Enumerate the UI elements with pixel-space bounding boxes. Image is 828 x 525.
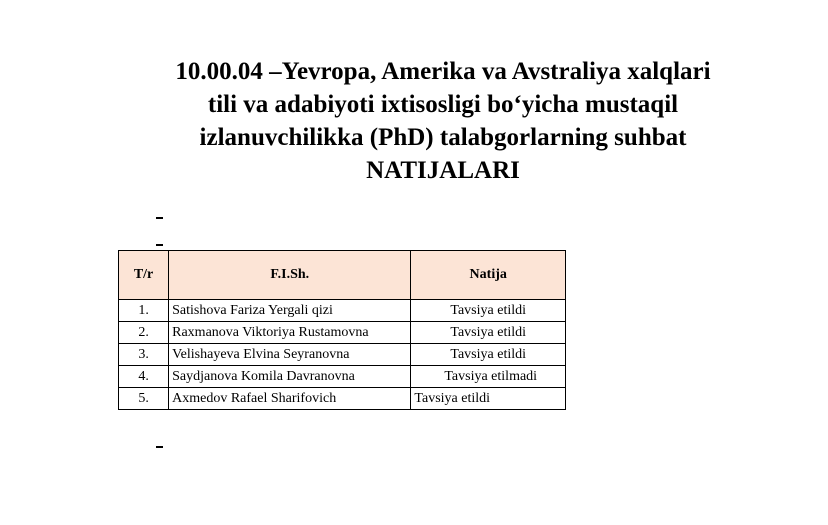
- title-line-2: tili va adabiyoti ixtisosligi bo‘yicha mustaqil: [207, 91, 679, 118]
- dash-mark: [156, 244, 163, 246]
- title-line-1: 10.00.04 –Yevropa, Amerika va Avstraliya xalqlari: [175, 58, 711, 85]
- row-result: Tavsiya etilmadi: [411, 366, 566, 388]
- header-name: F.I.Sh.: [169, 251, 411, 300]
- table-row: [119, 322, 566, 344]
- title-line-3: izlanuvchilikka (PhD) talabgorlarning suhbat: [199, 124, 687, 151]
- row-number: 4.: [119, 366, 169, 388]
- row-result: Tavsiya etildi: [411, 344, 566, 366]
- header-result: Natija: [411, 251, 566, 300]
- table-row: [119, 366, 566, 388]
- table-row: [119, 300, 566, 322]
- title-line-4: NATIJALARI: [366, 157, 520, 184]
- row-name: Saydjanova Komila Davranovna: [169, 366, 411, 388]
- table-row: [119, 388, 566, 410]
- header-number: T/r: [119, 251, 169, 300]
- row-result: Tavsiya etildi: [411, 322, 566, 344]
- row-result: Tavsiya etildi: [411, 388, 566, 410]
- row-name: Raxmanova Viktoriya Rustamovna: [169, 322, 411, 344]
- row-number: 3.: [119, 344, 169, 366]
- row-name: Satishova Fariza Yergali qizi: [169, 300, 411, 322]
- row-name: Velishayeva Elvina Seyranovna: [169, 344, 411, 366]
- document-title: [110, 55, 776, 187]
- results-table: [118, 250, 566, 410]
- row-number: 5.: [119, 388, 169, 410]
- table-row: [119, 344, 566, 366]
- row-number: 2.: [119, 322, 169, 344]
- table-header-row: [119, 251, 566, 300]
- row-result: Tavsiya etildi: [411, 300, 566, 322]
- dash-mark: [156, 217, 163, 219]
- dash-mark: [156, 446, 163, 448]
- row-name: Axmedov Rafael Sharifovich: [169, 388, 411, 410]
- row-number: 1.: [119, 300, 169, 322]
